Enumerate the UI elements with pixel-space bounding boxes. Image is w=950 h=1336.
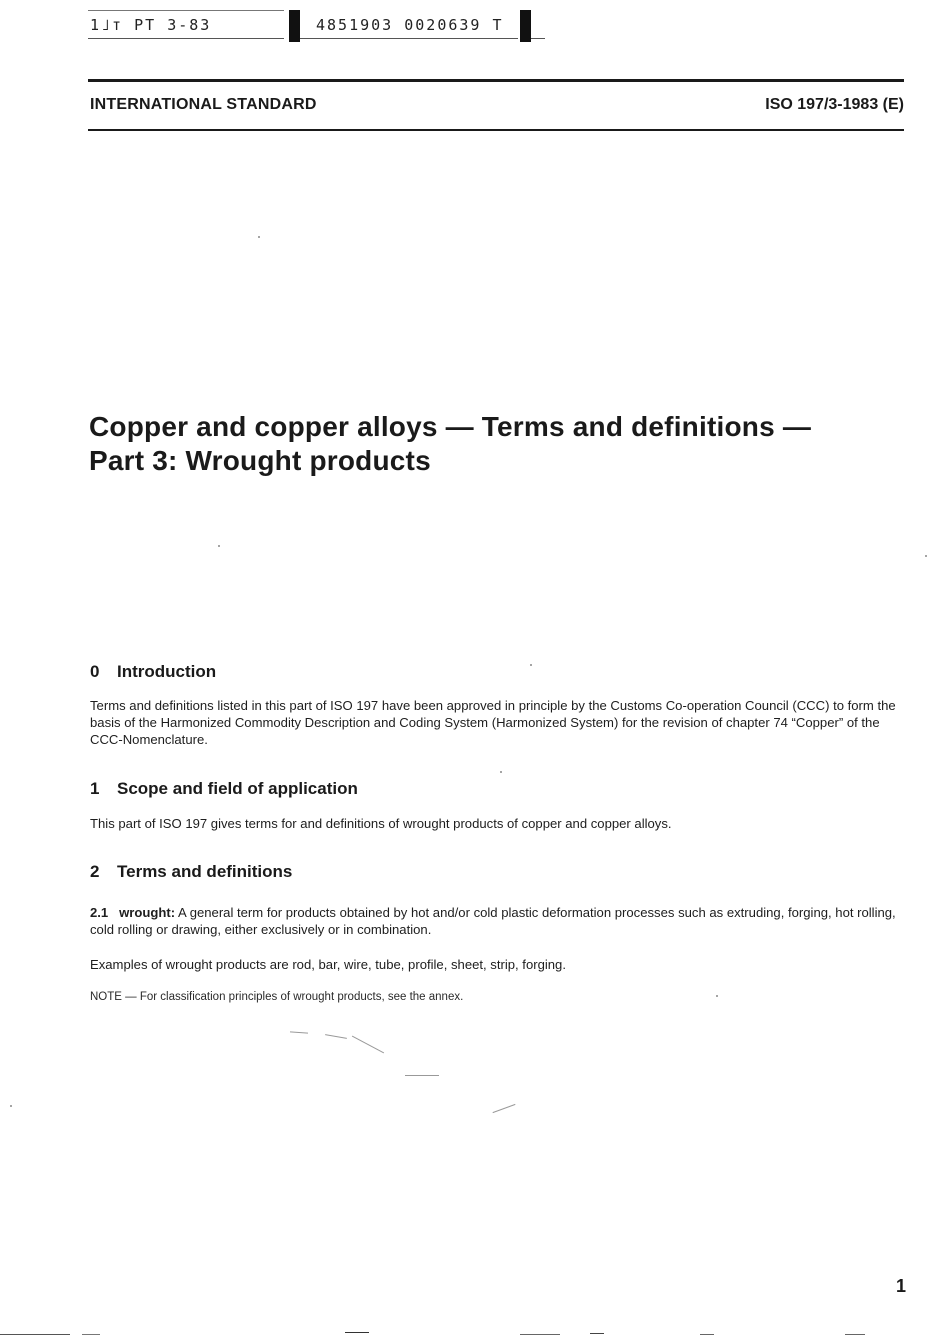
clause-term: wrought: — [119, 905, 176, 920]
stamp-rule-left — [88, 38, 284, 39]
clause-number: 2.1 — [90, 905, 109, 920]
scan-mark — [352, 1036, 384, 1054]
page-number: 1 — [895, 1276, 906, 1296]
examples-paragraph: Examples of wrought products are rod, bar, wire, tube, profile, sheet, strip, forging. — [90, 957, 566, 972]
scope-paragraph: This part of ISO 197 gives terms for and definitions of wrought products of copper and copper alloys. — [90, 816, 672, 831]
stamp-rule-right — [300, 38, 518, 39]
classification-note: NOTE — For classification principles of wrought products, see the annex. — [90, 991, 464, 1003]
scan-mark — [405, 1075, 439, 1076]
scan-stamp-right-code: 4851903 0020639 T — [316, 16, 504, 34]
stamp-bar — [289, 10, 300, 42]
section-number: 1 — [90, 779, 100, 798]
scan-stamp-left-code: 1˩т PT 3-83 — [90, 16, 212, 34]
header-rule-top — [88, 79, 904, 82]
section-heading-scope — [90, 779, 358, 799]
stamp-rule-tick — [531, 38, 545, 39]
section-title: Scope and field of application — [117, 779, 358, 798]
document-type: INTERNATIONAL STANDARD — [90, 96, 317, 113]
introduction-paragraph: Terms and definitions listed in this part of ISO 197 have been approved in principle by the Customs Co-operation Council (CCC) to form the basis of the Harmonized Commodity Description and Coding System (Harmonized System) for the revision of chapter 74 “Copper” of the CCC-Nomenclature. — [90, 698, 896, 747]
clause-2-1 — [90, 904, 910, 938]
section-title: Terms and definitions — [117, 862, 293, 881]
document-title — [89, 410, 909, 478]
scan-speck — [218, 545, 220, 547]
clause-definition: A general term for products obtained by hot and/or cold plastic deformation processes such as extruding, forging, hot rolling, cold rolling or drawing, either exclusively or in combination. — [90, 905, 896, 937]
scan-speck — [925, 555, 927, 557]
title-line-2: Part 3: Wrought products — [89, 445, 431, 476]
section-heading-terms — [90, 862, 292, 882]
scan-mark — [325, 1034, 347, 1039]
scan-speck — [500, 771, 502, 773]
stamp-bar — [520, 10, 531, 42]
scan-bottom-edge — [0, 1334, 950, 1335]
header-rule-bottom — [88, 129, 904, 131]
stamp-rule-top — [88, 10, 284, 11]
scan-mark — [290, 1031, 308, 1033]
scan-speck — [10, 1105, 12, 1107]
section-number: 0 — [90, 662, 100, 681]
scan-mark — [493, 1104, 516, 1113]
section-heading-introduction — [90, 662, 216, 682]
scan-speck — [716, 995, 718, 997]
scan-speck — [530, 664, 532, 666]
title-line-1: Copper and copper alloys — Terms and definitions — — [89, 411, 812, 442]
standard-number: ISO 197/3-1983 (E) — [765, 96, 904, 113]
scan-speck — [258, 236, 260, 238]
section-title: Introduction — [117, 662, 217, 681]
section-number: 2 — [90, 862, 100, 881]
